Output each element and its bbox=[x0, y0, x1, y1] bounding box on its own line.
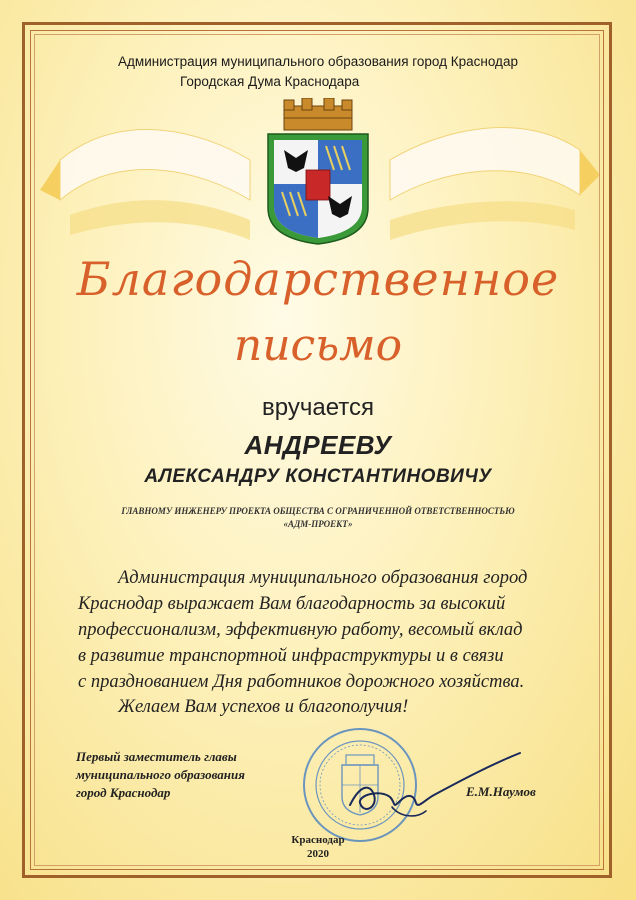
coat-of-arms-icon bbox=[262, 98, 374, 246]
recipient-name: АЛЕКСАНДРУ КОНСТАНТИНОВИЧУ bbox=[144, 466, 492, 487]
signer-title-line: муниципального образования bbox=[76, 767, 245, 782]
signer-title-line: город Краснодар bbox=[76, 785, 171, 800]
awarded-label: вручается bbox=[262, 394, 374, 421]
footer-year: 2020 bbox=[307, 848, 329, 860]
footer-city: Краснодар bbox=[291, 834, 345, 846]
body-line: Администрация муниципального образования город bbox=[118, 568, 528, 588]
body-line: Краснодар выражает Вам благодарность за высокий bbox=[78, 594, 506, 614]
certificate-title: Благодарственное bbox=[76, 252, 560, 306]
header-city-duma: Городская Дума Краснодара bbox=[180, 74, 360, 89]
header-administration: Администрация муниципального образования город Краснодар bbox=[118, 54, 518, 69]
recipient-surname: АНДРЕЕВУ bbox=[244, 430, 392, 460]
body-line: в развитие транспортной инфраструктуры и в связи bbox=[78, 646, 504, 666]
body-wish: Желаем Вам успехов и благополучия! bbox=[118, 697, 409, 717]
signer-title-line: Первый заместитель главы bbox=[76, 749, 237, 764]
recipient-company: «АДМ-ПРОЕКТ» bbox=[283, 519, 353, 529]
body-line: с празднованием Дня работников дорожного хозяйства. bbox=[78, 672, 525, 692]
certificate-subtitle: письмо bbox=[233, 320, 403, 371]
signer-name: Е.М.Наумов bbox=[466, 784, 536, 799]
recipient-position: ГЛАВНОМУ ИНЖЕНЕРУ ПРОЕКТА ОБЩЕСТВА С ОГРАНИЧЕННОЙ ОТВЕТСТВЕННОСТЬЮ bbox=[121, 506, 515, 516]
body-line: профессионализм, эффективную работу, весомый вклад bbox=[78, 620, 523, 640]
